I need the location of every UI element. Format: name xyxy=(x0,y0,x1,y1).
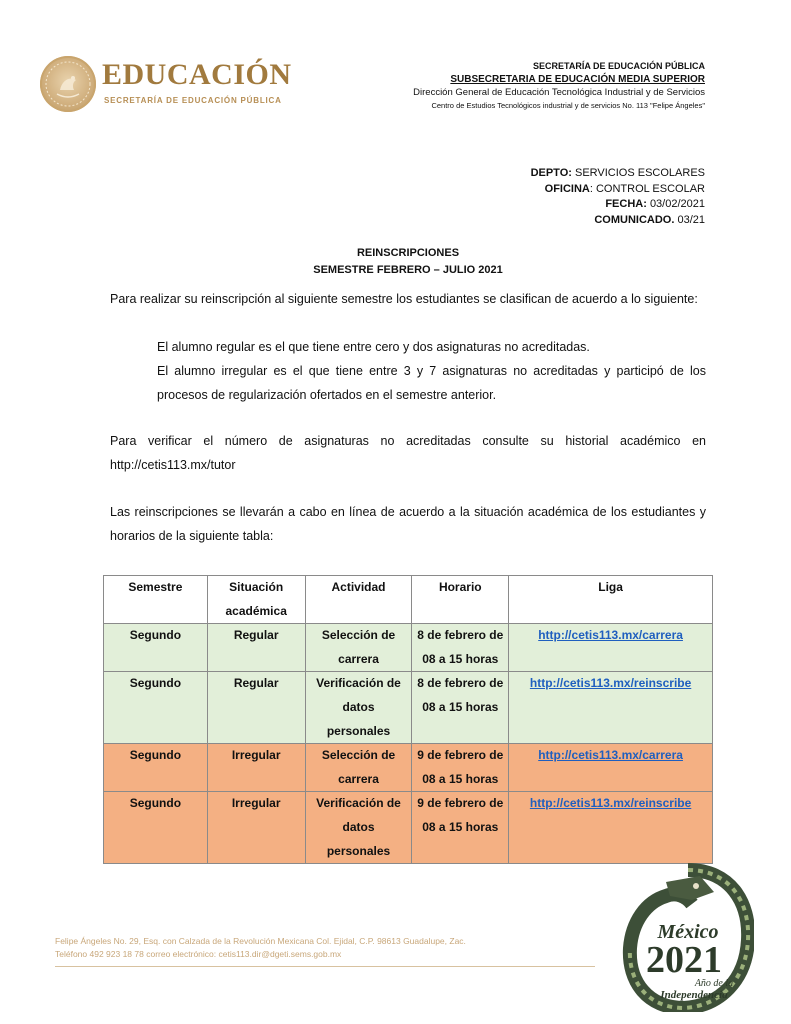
document-title xyxy=(0,245,791,279)
header-line-3: Dirección General de Educación Tecnológica Industrial y de Servicios xyxy=(413,87,705,98)
footer-line-2: Teléfono 492 923 18 78 correo electrónico: cetis113.dir@dgeti.sems.gob.mx xyxy=(55,949,342,959)
fecha-row xyxy=(531,197,705,213)
cell-semestre: Segundo xyxy=(104,744,208,792)
cell-actividad: Verificación de datos personales xyxy=(305,792,412,864)
fecha-value: 03/02/2021 xyxy=(649,198,705,210)
cell-liga-link[interactable]: http://cetis113.mx/reinscribe xyxy=(509,792,713,864)
mexico-2021-emblem-icon xyxy=(622,862,754,1012)
header-situacion: Situación académica xyxy=(207,576,305,624)
cell-horario: 8 de febrero de 08 a 15 horas xyxy=(412,624,509,672)
brand-title: EDUCACIÓN xyxy=(102,58,292,91)
table-row xyxy=(104,744,713,792)
header-line-2: SUBSECRETARIA DE EDUCACIÓN MEDIA SUPERIOR xyxy=(450,74,705,85)
serpent-emblem-icon xyxy=(622,862,754,1012)
regular-definition: El alumno regular es el que tiene entre cero y dos asignaturas no acreditadas. xyxy=(157,340,590,354)
header-line-4: Centro de Estudios Tecnológicos industrial y de servicios No. 113 "Felipe Ángeles" xyxy=(431,101,705,110)
national-seal-icon xyxy=(40,56,96,112)
header-liga: Liga xyxy=(509,576,713,624)
depto-value: SERVICIOS ESCOLARES xyxy=(574,167,705,179)
emblem-year: 2021 xyxy=(646,939,722,981)
tutor-link[interactable]: http://cetis113.mx/tutor xyxy=(110,458,236,472)
table-header-row xyxy=(104,576,713,624)
intro-paragraph: Para realizar su reinscripción al siguiente semestre los estudiantes se clasifican de acuerdo a lo siguiente: xyxy=(110,292,698,306)
footer-line-1: Felipe Ángeles No. 29, Esq. con Calzada de la Revolución Mexicana Col. Ejidal, C.P. 98613 Guadalupe, Zac. xyxy=(55,936,466,946)
emblem-country: México xyxy=(657,921,719,943)
cell-semestre: Segundo xyxy=(104,624,208,672)
cell-horario: 9 de febrero de 08 a 15 horas xyxy=(412,792,509,864)
verify-paragraph xyxy=(110,429,706,477)
cell-actividad: Selección de carrera xyxy=(305,744,412,792)
table-row xyxy=(104,792,713,864)
institution-header xyxy=(413,60,705,112)
reinscription-table xyxy=(103,575,713,864)
irregular-definition: El alumno irregular es el que tiene entre 3 y 7 asignaturas no acreditadas y participó de los procesos de regularización ofertados en el semestre anterior. xyxy=(157,364,706,402)
cell-actividad: Verificación de datos personales xyxy=(305,672,412,744)
emblem-caption-2: Independencia xyxy=(660,989,728,1001)
title-line-1: REINSCRIPCIONES xyxy=(356,247,460,259)
cell-liga-link[interactable]: http://cetis113.mx/carrera xyxy=(509,624,713,672)
fecha-label: FECHA: xyxy=(605,198,647,210)
cell-semestre: Segundo xyxy=(104,672,208,744)
comunicado-label: COMUNICADO. xyxy=(594,213,675,226)
header-actividad: Actividad xyxy=(305,576,412,624)
cell-situacion: Regular xyxy=(207,672,305,744)
brand-subtitle: SECRETARÍA DE EDUCACIÓN PÚBLICA xyxy=(104,96,282,105)
comunicado-row xyxy=(531,213,705,229)
title-line-2: SEMESTRE FEBRERO – JULIO 2021 xyxy=(313,264,503,276)
comunicado-value: 03/21 xyxy=(677,213,705,226)
cell-horario: 9 de febrero de 08 a 15 horas xyxy=(412,744,509,792)
cell-semestre: Segundo xyxy=(104,792,208,864)
oficina-row xyxy=(531,182,705,198)
cell-actividad: Selección de carrera xyxy=(305,624,412,672)
oficina-label: OFICINA xyxy=(544,182,590,195)
footer-divider xyxy=(55,966,595,967)
depto-row xyxy=(531,166,705,182)
cell-situacion: Irregular xyxy=(207,792,305,864)
table-row xyxy=(104,672,713,744)
cell-situacion: Regular xyxy=(207,624,305,672)
depto-label: DEPTO: xyxy=(530,167,572,179)
header-semestre: Semestre xyxy=(104,576,208,624)
footer-address xyxy=(55,935,466,961)
cell-liga-link[interactable]: http://cetis113.mx/carrera xyxy=(509,744,713,792)
cell-situacion: Irregular xyxy=(207,744,305,792)
emblem-caption-1: Año de la xyxy=(694,978,734,989)
eagle-seal-icon xyxy=(40,56,96,112)
verify-text: Para verificar el número de asignaturas no acreditadas consulte su historial académico en xyxy=(110,434,706,448)
header-horario: Horario xyxy=(412,576,509,624)
memo-meta xyxy=(531,166,705,228)
cell-liga-link[interactable]: http://cetis113.mx/reinscribe xyxy=(509,672,713,744)
header-line-1: SECRETARÍA DE EDUCACIÓN PÚBLICA xyxy=(532,61,705,71)
table-row xyxy=(104,624,713,672)
cell-horario: 8 de febrero de 08 a 15 horas xyxy=(412,672,509,744)
oficina-value: : CONTROL ESCOLAR xyxy=(589,182,705,195)
table-intro-paragraph: Las reinscripciones se llevarán a cabo en línea de acuerdo a la situación académica de los estudiantes y horarios de la siguiente tabla: xyxy=(110,505,706,543)
